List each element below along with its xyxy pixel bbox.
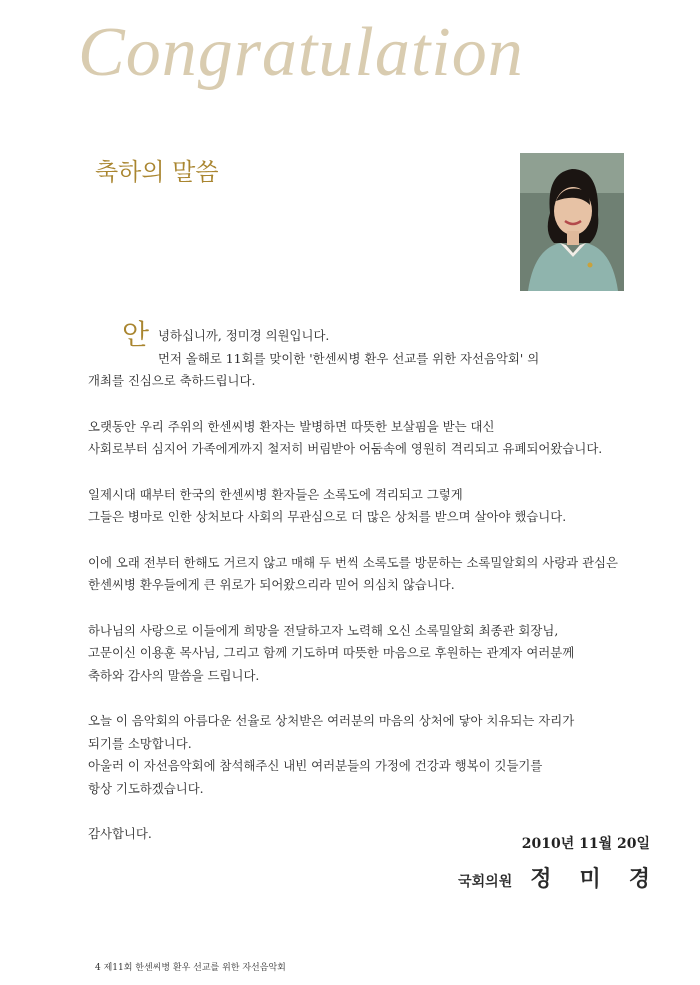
text-line: 오랫동안 우리 주위의 한센씨병 환자는 발병하면 따뜻한 보살핌을 받는 대신 xyxy=(88,418,495,434)
text-line: 이에 오래 전부터 한해도 거르지 않고 매해 두 번씩 소록도를 방문하는 소록밀알회의 사랑과 관심은 xyxy=(88,554,618,570)
signature-block xyxy=(458,862,678,893)
text-line: 개최를 진심으로 축하드립니다. xyxy=(88,373,256,388)
text-line: 그들은 병마로 인한 상처보다 사회의 무관심으로 더 많은 상처를 받으며 살아야 했습니다. xyxy=(88,509,567,524)
text-line: 항상 기도하겠습니다. xyxy=(88,780,204,796)
portrait-photo xyxy=(520,153,624,291)
congratulation-banner: Congratulation xyxy=(78,14,524,91)
text-line: 먼저 올해로 11회를 맞이한 '한센씨병 환우 선교를 위한 자선음악회' 의 xyxy=(158,350,540,366)
paragraph xyxy=(88,710,648,800)
text-line: 하나님의 사랑으로 이들에게 희망을 전달하고자 노력해 오신 소록밀알회 최종관 회장님, xyxy=(88,622,559,638)
paragraph xyxy=(88,416,648,461)
text-line: 오늘 이 음악회의 아름다운 선율로 상처받은 여러분의 마음의 상처에 닿아 치유되는 자리가 xyxy=(88,713,575,728)
page-footer: 4 제11회 한센씨병 환우 선교를 위한 자선음악회 xyxy=(95,963,286,973)
paragraph xyxy=(88,552,648,597)
text-line: 감사합니다. xyxy=(88,826,152,841)
drop-cap: 안 xyxy=(122,318,150,351)
signer-name: 정미경 xyxy=(530,867,678,892)
text-line: 일제시대 때부터 한국의 한센씨병 환자들은 소록도에 격리되고 그렇게 xyxy=(88,486,463,502)
text-line: 녕하십니까, 정미경 의원입니다. xyxy=(158,328,330,343)
text-line: 고문이신 이용훈 목사님, 그리고 함께 기도하며 따뜻한 마음으로 후원하는 관계자 여러분께 xyxy=(88,645,575,660)
letter-body xyxy=(88,318,648,869)
page-heading: 축하의 말씀 xyxy=(95,158,219,186)
text-line: 한센씨병 환우들에게 큰 위로가 되어왔으리라 믿어 의심치 않습니다. xyxy=(88,577,455,592)
letter-date: 2010년 11월 20일 xyxy=(521,836,650,852)
text-line: 아울러 이 자선음악회에 참석해주신 내빈 여러분들의 가정에 건강과 행복이 깃들기를 xyxy=(88,758,543,773)
text-line: 축하와 감사의 말씀을 드립니다. xyxy=(88,667,260,683)
paragraph xyxy=(88,484,648,529)
paragraph xyxy=(88,620,648,688)
signer-title: 국회의원 xyxy=(458,874,513,890)
text-line: 되기를 소망합니다. xyxy=(88,735,192,751)
first-paragraph xyxy=(88,318,648,393)
text-line: 사회로부터 심지어 가족에게까지 철저히 버림받아 어둠속에 영원히 격리되고 유폐되어왔습니다. xyxy=(88,441,603,456)
